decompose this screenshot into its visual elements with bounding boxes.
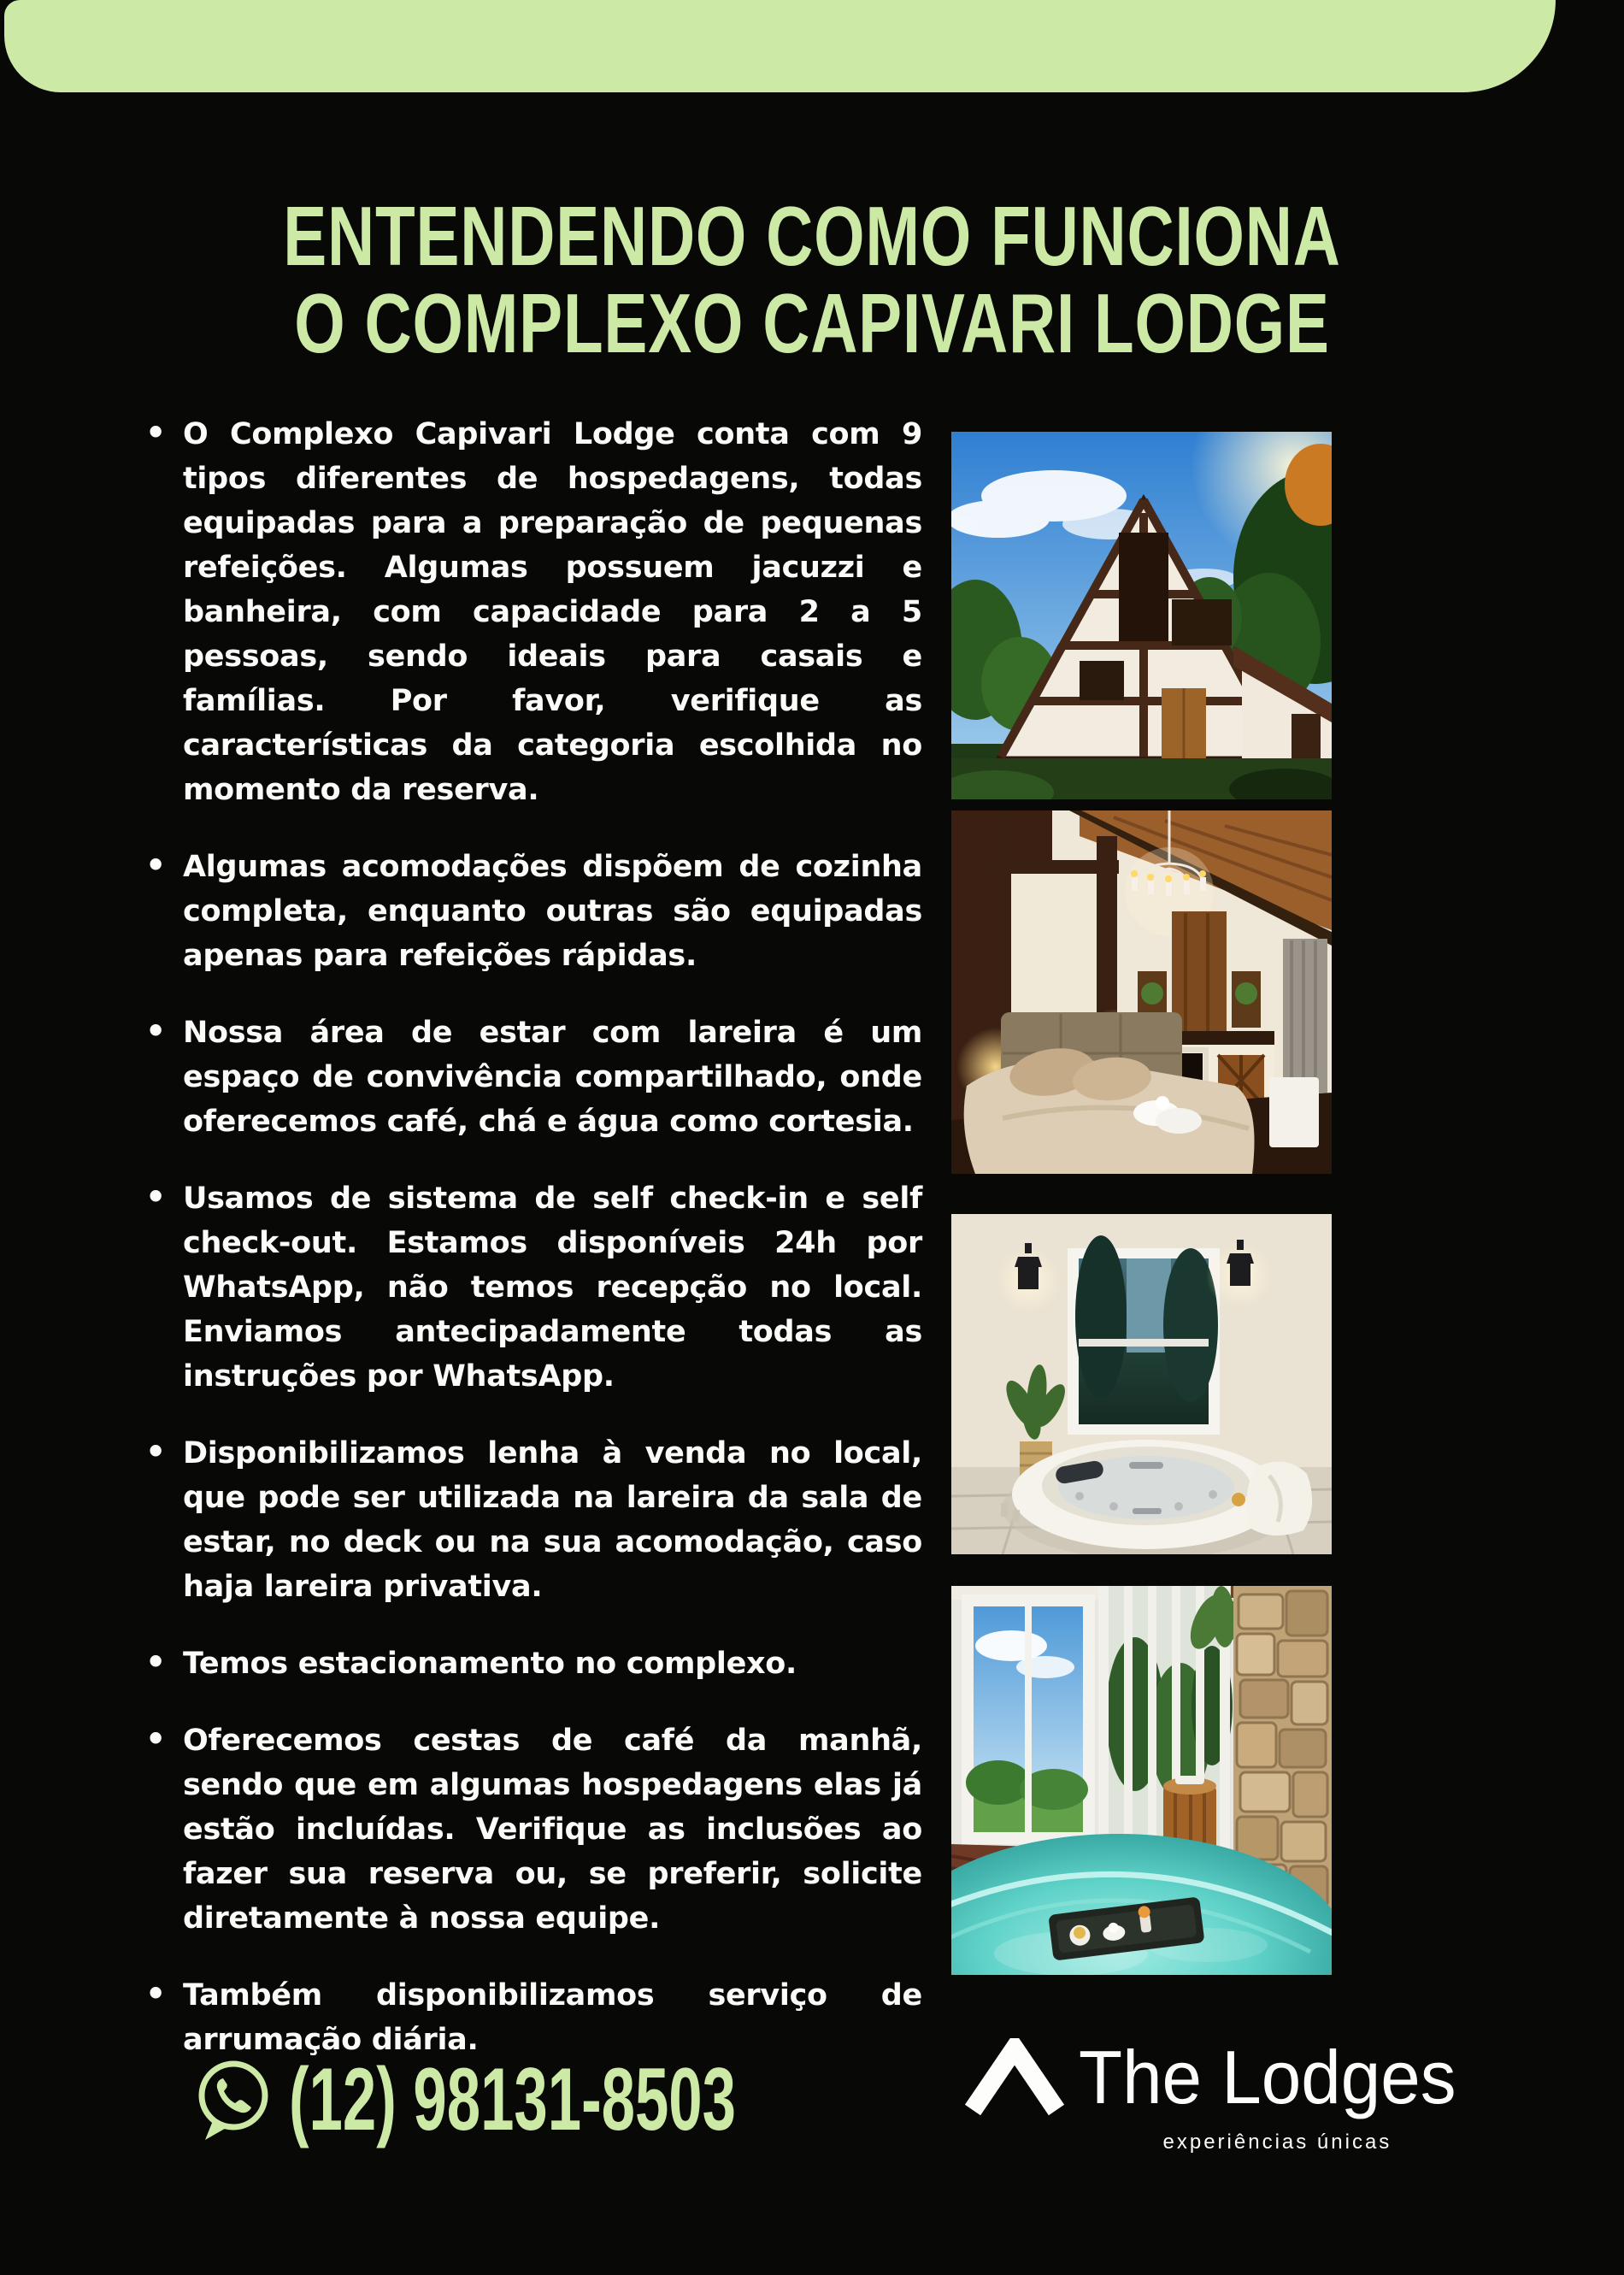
bullet-item: • Usamos de sistema de self check-in e self check-out. Estamos disponíveis 24h por WhatsApp, não temos recepção no local. Enviamos antecipadamente todas as instruções por WhatsApp.	[183, 1176, 922, 1399]
photo-round-jacuzzi	[951, 1214, 1332, 1554]
page-title	[0, 189, 1624, 370]
info-bullet-list	[183, 412, 922, 2095]
bedroom-suite-illustration	[951, 810, 1332, 1174]
photo-plunge-pool	[951, 1586, 1332, 1975]
header-accent-bar	[4, 0, 1556, 92]
bullet-item: • Oferecemos cestas de café da manhã, sendo que em algumas hospedagens elas já estão incluídas. Verifique as inclusões ao fazer sua reserva ou, se preferir, solicite diretamente à nossa equipe.	[183, 1718, 922, 1941]
plunge-pool-illustration	[951, 1586, 1332, 1975]
photo-chalet-exterior	[951, 432, 1332, 799]
bullet-item: • O Complexo Capivari Lodge conta com 9 tipos diferentes de hospedagens, todas equipadas para a preparação de pequenas refeições. Algumas possuem jacuzzi e banheira, com capacidade para 2 a 5 pessoas, sendo ideais para casais e famílias. Por favor, verifique as características da categoria escolhida no momento da reserva.	[183, 412, 922, 812]
title-line-2: O COMPLEXO CAPIVARI LODGE	[294, 276, 1330, 370]
whatsapp-icon	[193, 2057, 274, 2142]
photo-bedroom-suite	[951, 810, 1332, 1174]
bullet-item: • Também disponibilizamos serviço de arrumação diária.	[183, 1973, 922, 2062]
title-line-1: ENTENDENDO COMO FUNCIONA	[283, 189, 1341, 283]
round-jacuzzi-illustration	[951, 1214, 1332, 1554]
bullet-item: • Algumas acomodações dispõem de cozinha completa, enquanto outras são equipadas apenas para refeições rápidas.	[183, 845, 922, 978]
bullet-item: • Disponibilizamos lenha à venda no local, que pode ser utilizada na lareira da sala de estar, no deck ou na sua acomodação, caso haja lareira privativa.	[183, 1431, 922, 1609]
logo-tagline: experiências únicas	[1162, 2131, 1392, 2154]
the-lodges-logo	[964, 2035, 1476, 2154]
roof-chevron-icon	[964, 2038, 1065, 2117]
logo-name: The Lodges	[1079, 2035, 1456, 2119]
phone-number: (12) 98131-8503	[289, 2050, 736, 2149]
whatsapp-contact	[193, 2050, 946, 2149]
logo-text-block	[1079, 2035, 1476, 2154]
bullet-item: • Nossa área de estar com lareira é um espaço de convivência compartilhado, onde oferecemos café, chá e água como cortesia.	[183, 1011, 922, 1144]
bullet-item: • Temos estacionamento no complexo.	[183, 1641, 922, 1686]
chalet-exterior-illustration	[951, 432, 1332, 799]
